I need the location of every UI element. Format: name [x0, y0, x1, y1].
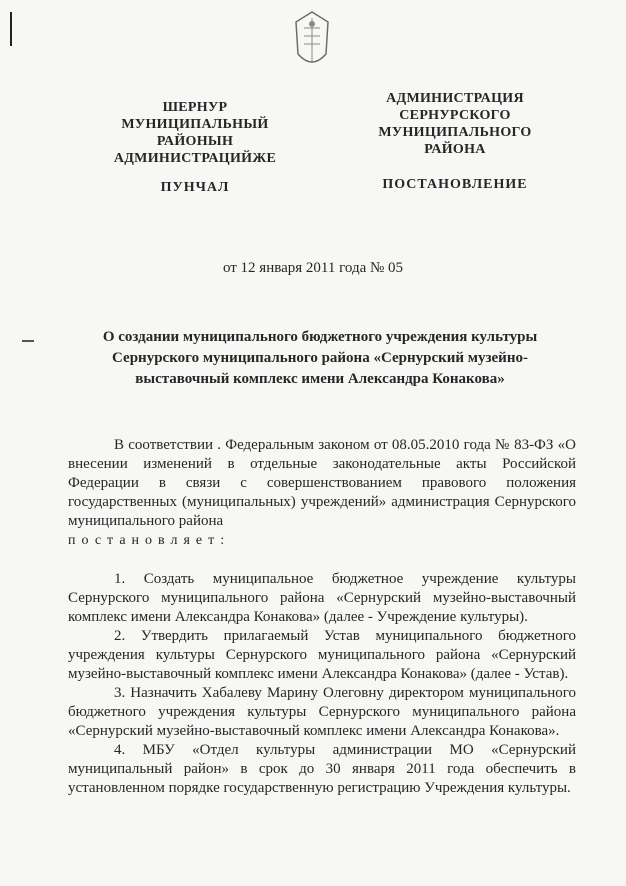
scan-edge-mark: [10, 12, 12, 46]
document-body: [68, 436, 576, 798]
document-title: [60, 327, 580, 390]
header-left-line: МУНИЦИПАЛЬНЫЙ: [121, 117, 269, 132]
doc-type-mari: ПУНЧАЛ: [160, 180, 230, 195]
item-paragraph-4: 4. МБУ «Отдел культуры администрации МО «Сернурский муниципальный район» в срок до 30 января 2011 года обеспечить в установленном порядке государственную регистрацию Учреждения культуры.: [68, 742, 576, 796]
title-line: Сернурского муниципального района «Сернурский музейно-: [112, 350, 528, 366]
header-left-line: РАЙОНЫН: [156, 134, 234, 149]
coat-of-arms-emblem: [290, 8, 334, 78]
item-paragraph-3: 3. Назначить Хабалеву Марину Олеговну директором муниципального бюджетного учреждения культуры Сернурского муниципального района «Сернурский музейно-выставочный комплекс имени Александра Конакова».: [68, 685, 576, 739]
header-right-line: СЕРНУРСКОГО: [399, 108, 511, 123]
item-paragraph-1: 1. Создать муниципальное бюджетное учреждение культуры Сернурского муниципального района «Сернурский музейно-выставочный комплекс имени Александра Конакова» (далее - Учреждение культуры).: [68, 571, 576, 625]
header-right-line: РАЙОНА: [424, 142, 486, 157]
item-paragraph-2: 2. Утвердить прилагаемый Устав муниципального бюджетного учреждения культуры Сернурского муниципального района «Сернурский музейно-выставочный комплекс имени Александра Конакова» (далее - Устав).: [68, 628, 576, 682]
dispose-word: постановляет:: [68, 533, 231, 548]
title-line: О создании муниципального бюджетного учреждения культуры: [102, 329, 538, 345]
header-right-line: АДМИНИСТРАЦИЯ: [386, 91, 524, 106]
preamble-paragraph: В соответствии . Федеральным законом от 08.05.2010 года № 83-ФЗ «О внесении изменений в отдельные законодательные акты Российской Федерации в связи с совершенствованием правового положения государственных (муниципальных) учреждений» администрация Сернурского муниципального района: [68, 437, 576, 529]
doc-type-russian: ПОСТАНОВЛЕНИЕ: [382, 177, 528, 192]
header-right-russian: [355, 90, 555, 158]
document-date-number: от 12 января 2011 года № 05: [222, 260, 404, 276]
header-left-mari: [95, 99, 295, 167]
dispose-paragraph: [68, 531, 576, 550]
header-right-line: МУНИЦИПАЛЬНОГО: [378, 125, 532, 140]
header-left-line: ШЕРНУР: [162, 100, 228, 115]
title-line: выставочный комплекс имени Александра Конакова»: [135, 371, 505, 387]
header-left-line: АДМИНИСТРАЦИЙЖЕ: [113, 151, 277, 166]
scan-smudge: [22, 340, 34, 342]
